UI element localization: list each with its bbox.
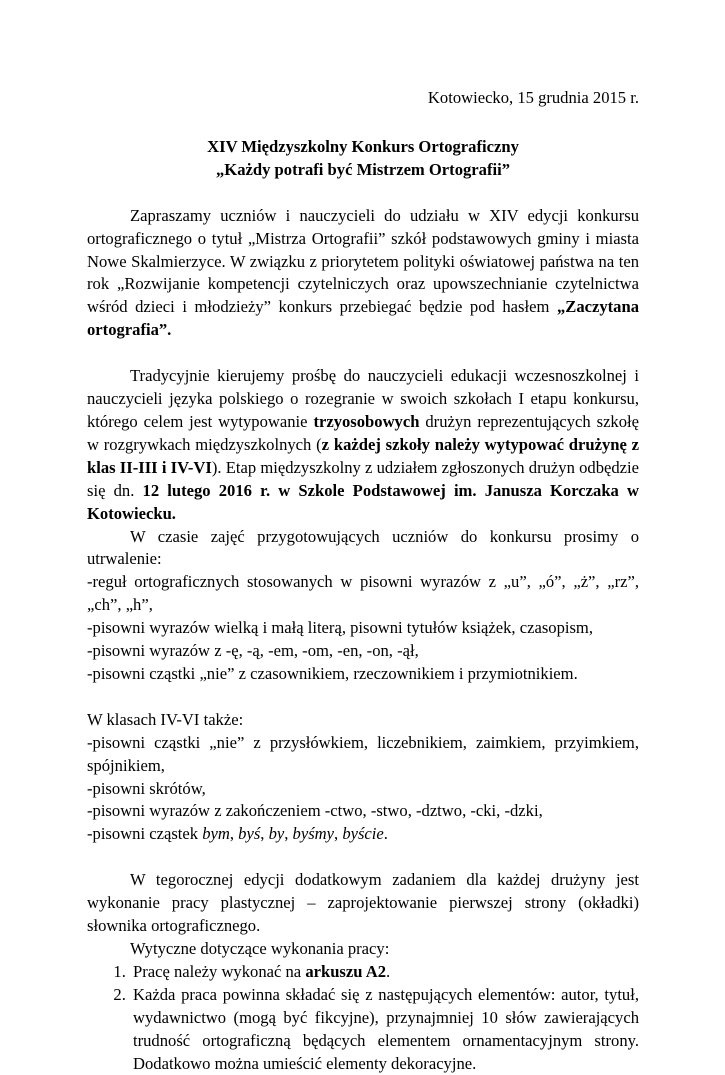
particle-word: byśmy: [292, 824, 335, 844]
separator: ,: [284, 824, 293, 844]
paper-format: arkuszu A2: [305, 961, 386, 981]
contest-motto: „Zaczytana ortografia”.: [87, 297, 639, 340]
list-item: -pisowni wyrazów wielką i małą literą, pisowni tytułów książek, czasopism,: [87, 618, 593, 638]
list-item: -pisowni cząstki „nie” z czasownikiem, rzeczownikiem i przymiotnikiem.: [87, 663, 578, 683]
document-body: [87, 87, 639, 1075]
team-size: trzyosobowych: [313, 411, 420, 431]
list-item: -pisowni wyrazów z zakończeniem -ctwo, -stwo, -dztwo, -cki, -dzki,: [87, 801, 543, 821]
list-item-end: .: [383, 824, 388, 844]
request-text-3: ). Etap międzyszkolny z udziałem zgłoszonych drużyn odbędzie się dn.: [87, 457, 639, 500]
step-1-end: .: [386, 961, 391, 981]
particle-word: byście: [342, 824, 384, 844]
request-text-2: drużyn reprezentujących szkołę w rozgrywkach międzyszkolnych (: [87, 411, 639, 454]
title-line-1: XIV Międzyszkolny Konkurs Ortograficzny: [207, 136, 519, 156]
document-date: Kotowiecko, 15 grudnia 2015 r.: [427, 88, 639, 107]
list-item: -pisowni skrótów,: [87, 778, 206, 798]
invitation-text: Zapraszamy uczniów i nauczycieli do udziału w XIV edycji konkursu ortograficznego o tytuł „Mistrza Ortografii” szkół podstawowych gminy i miasta Nowe Skalmierzyce. W związku z priorytetem polityki oświatowej państwa na ten rok „Rozwijanie kompetencji czytelniczych oraz upowszechnianie czytelnictwa wśród dzieci i młodzieży” konkurs przebiegać będzie pod hasłem: [87, 205, 639, 317]
list-item: -reguł ortograficznych stosowanych w pisowni wyrazów z „u”, „ó”, „ż”, „rz”, „ch”, „h”,: [87, 572, 639, 615]
request-text-1: Tradycyjnie kierujemy prośbę do nauczycieli edukacji wczesnoszkolnej i nauczycieli języka polskiego o rozegranie w swoich szkołach I etapu konkursu, którego celem jest wytypowanie: [87, 366, 639, 431]
art-task-paragraph: W tegorocznej edycji dodatkowym zadaniem dla każdej drużyny jest wykonanie pracy plastycznej – zaprojektowanie pierwszej strony (okładki) słownika ortograficznego.: [87, 870, 639, 936]
list-item: [87, 823, 639, 846]
title-line-2: „Każdy potrafi być Mistrzem Ortografii”: [216, 159, 510, 179]
event-date-venue: 12 lutego 2016 r. w Szkole Podstawowej im. Janusza Korczaka w Kotowiecku.: [87, 480, 639, 523]
invitation-paragraph: [87, 205, 639, 342]
particle-word: by: [268, 824, 285, 844]
senior-topics-list: [87, 732, 639, 847]
senior-heading: W klasach IV-VI także:: [87, 709, 244, 729]
list-item: [130, 961, 639, 984]
particle-word: byś: [238, 824, 261, 844]
list-item: 2. Każda praca powinna składać się z następujących elementów: autor, tytuł, wydawnictwo (mogą być fikcyjne), przynajmniej 10 słów zawierających trudność ortograficzną będących elementem ornamentacyjnym strony. Dodatkowo można umieścić elementy dekoracyjne.: [130, 984, 639, 1075]
topics-list: [87, 571, 639, 686]
step-1-text: Pracę należy wykonać na: [133, 961, 306, 981]
list-item-text: -pisowni cząstek: [87, 824, 203, 844]
separator: ,: [334, 824, 343, 844]
separator: ,: [229, 824, 239, 844]
team-selection-rule: z każdej szkoły należy wytypować drużynę z klas II-III i IV-VI: [87, 434, 640, 477]
guidelines-list: [87, 961, 639, 1075]
separator: ,: [260, 824, 269, 844]
list-item: -pisowni wyrazów z -ę, -ą, -em, -om, -en, -on, -ął,: [87, 641, 419, 661]
request-paragraph: [87, 365, 639, 525]
preparation-paragraph: W czasie zajęć przygotowujących uczniów do konkursu prosimy o utrwalenie:: [87, 526, 639, 569]
document-title: [87, 136, 639, 182]
particle-word: bym: [202, 824, 230, 844]
guidelines-heading: Wytyczne dotyczące wykonania pracy:: [130, 939, 390, 958]
list-item: -pisowni cząstki „nie” z przysłówkiem, liczebnikiem, zaimkiem, przyimkiem, spójnikiem,: [87, 732, 639, 775]
